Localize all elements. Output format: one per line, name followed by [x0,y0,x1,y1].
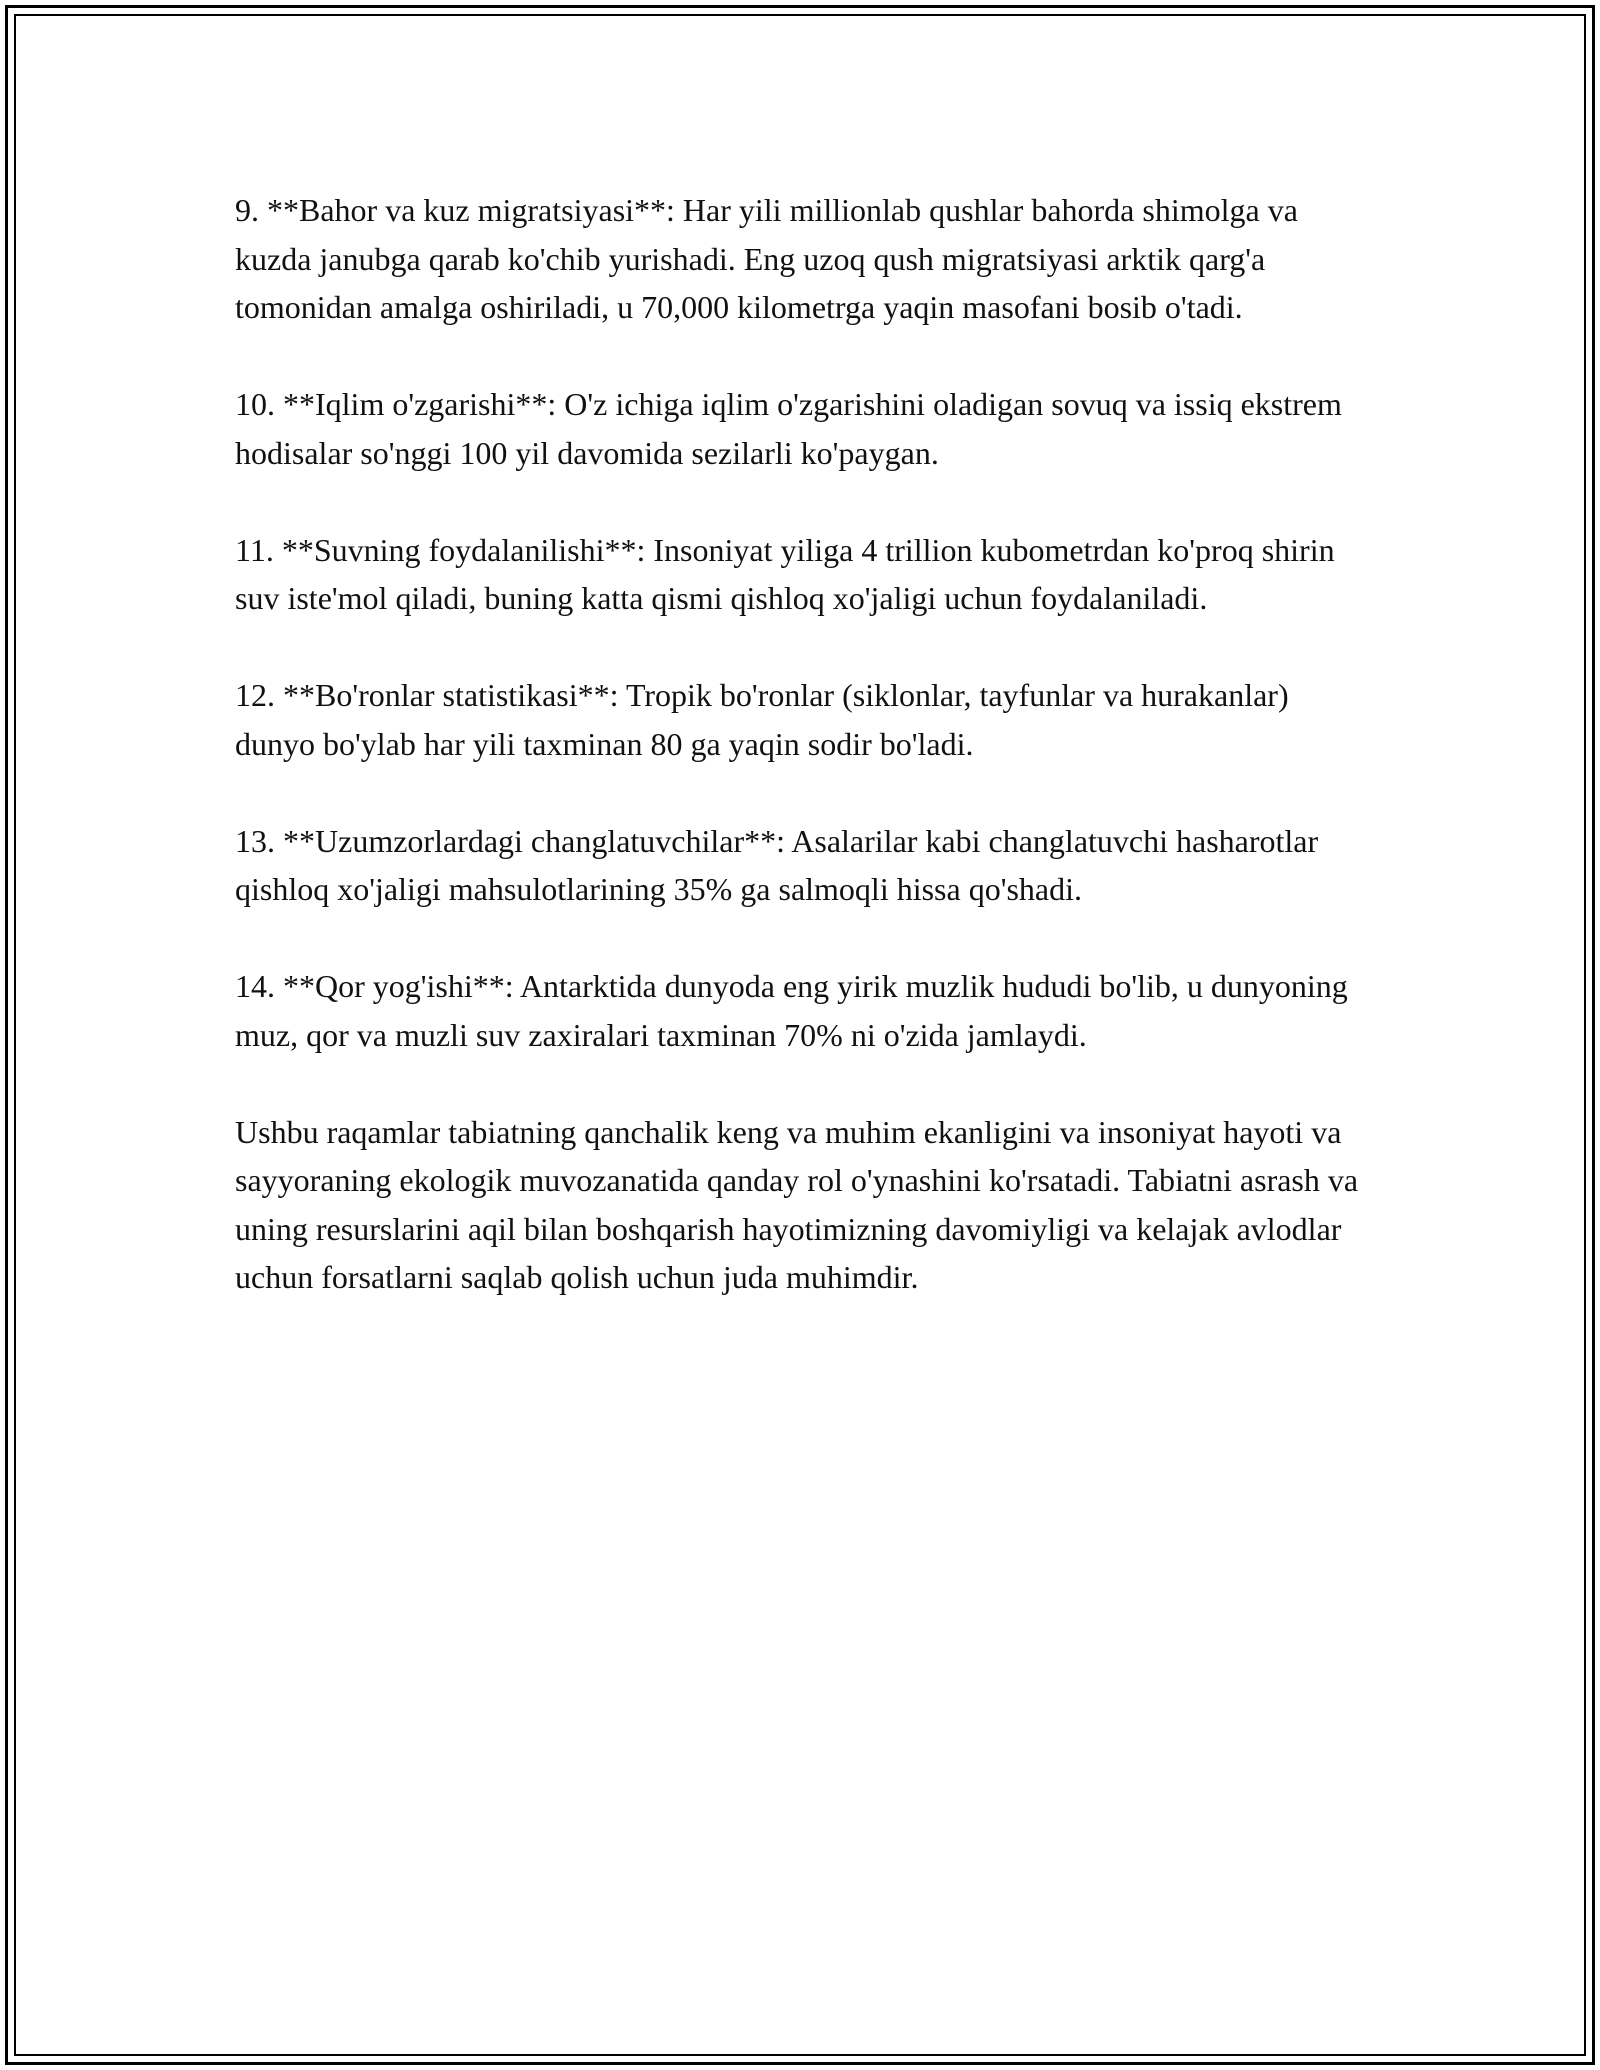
document-body [235,186,1365,1350]
paragraph-storm-statistics: 12. **Bo'ronlar statistikasi**: Tropik bo'ronlar (siklonlar, tayfunlar va hurakanlar) dunyo bo'ylab har yili taxminan 80 ga yaqin sodir bo'ladi. [235,677,1289,762]
paragraph-snowfall: 14. **Qor yog'ishi**: Antarktida dunyoda eng yirik muzlik hududi bo'lib, u dunyoning muz, qor va muzli suv zaxiralari taxminan 70% ni o'zida jamlaydi. [235,968,1348,1053]
paragraph-bird-migration: 9. **Bahor va kuz migratsiyasi**: Har yili millionlab qushlar bahorda shimolga va kuzda janubga qarab ko'chib yurishadi. Eng uzoq qush migratsiyasi arktik qarg'a tomonidan amalga oshiriladi, u 70,000 kilometrga yaqin masofani bosib o'tadi. [235,192,1298,325]
paragraph-climate-change: 10. **Iqlim o'zgarishi**: O'z ichiga iqlim o'zgarishini oladigan sovuq va issiq ekstrem hodisalar so'nggi 100 yil davomida sezilarli ko'paygan. [235,386,1342,471]
paragraph-pollinators: 13. **Uzumzorlardagi changlatuvchilar**: Asalarilar kabi changlatuvchi hasharotlar qishloq xo'jaligi mahsulotlarining 35% ga salmoqli hissa qo'shadi. [235,822,1319,907]
paragraph-water-usage: 11. **Suvning foydalanilishi**: Insoniyat yiliga 4 trillion kubometrdan ko'proq shirin suv iste'mol qiladi, buning katta qismi qishloq xo'jaligi uchun foydalaniladi. [235,531,1335,616]
paragraph-conclusion: Ushbu raqamlar tabiatning qanchalik keng va muhim ekanligini va insoniyat hayoti va sayyoraning ekologik muvozanatida qanday rol o'ynashini ko'rsatadi. Tabiatni asrash va uning resurslarini aqil bilan boshqarish hayotimizning davomiyligi va kelajak avlodlar uchun forsatlarni saqlab qolish uchun juda muhimdir. [235,1113,1359,1295]
